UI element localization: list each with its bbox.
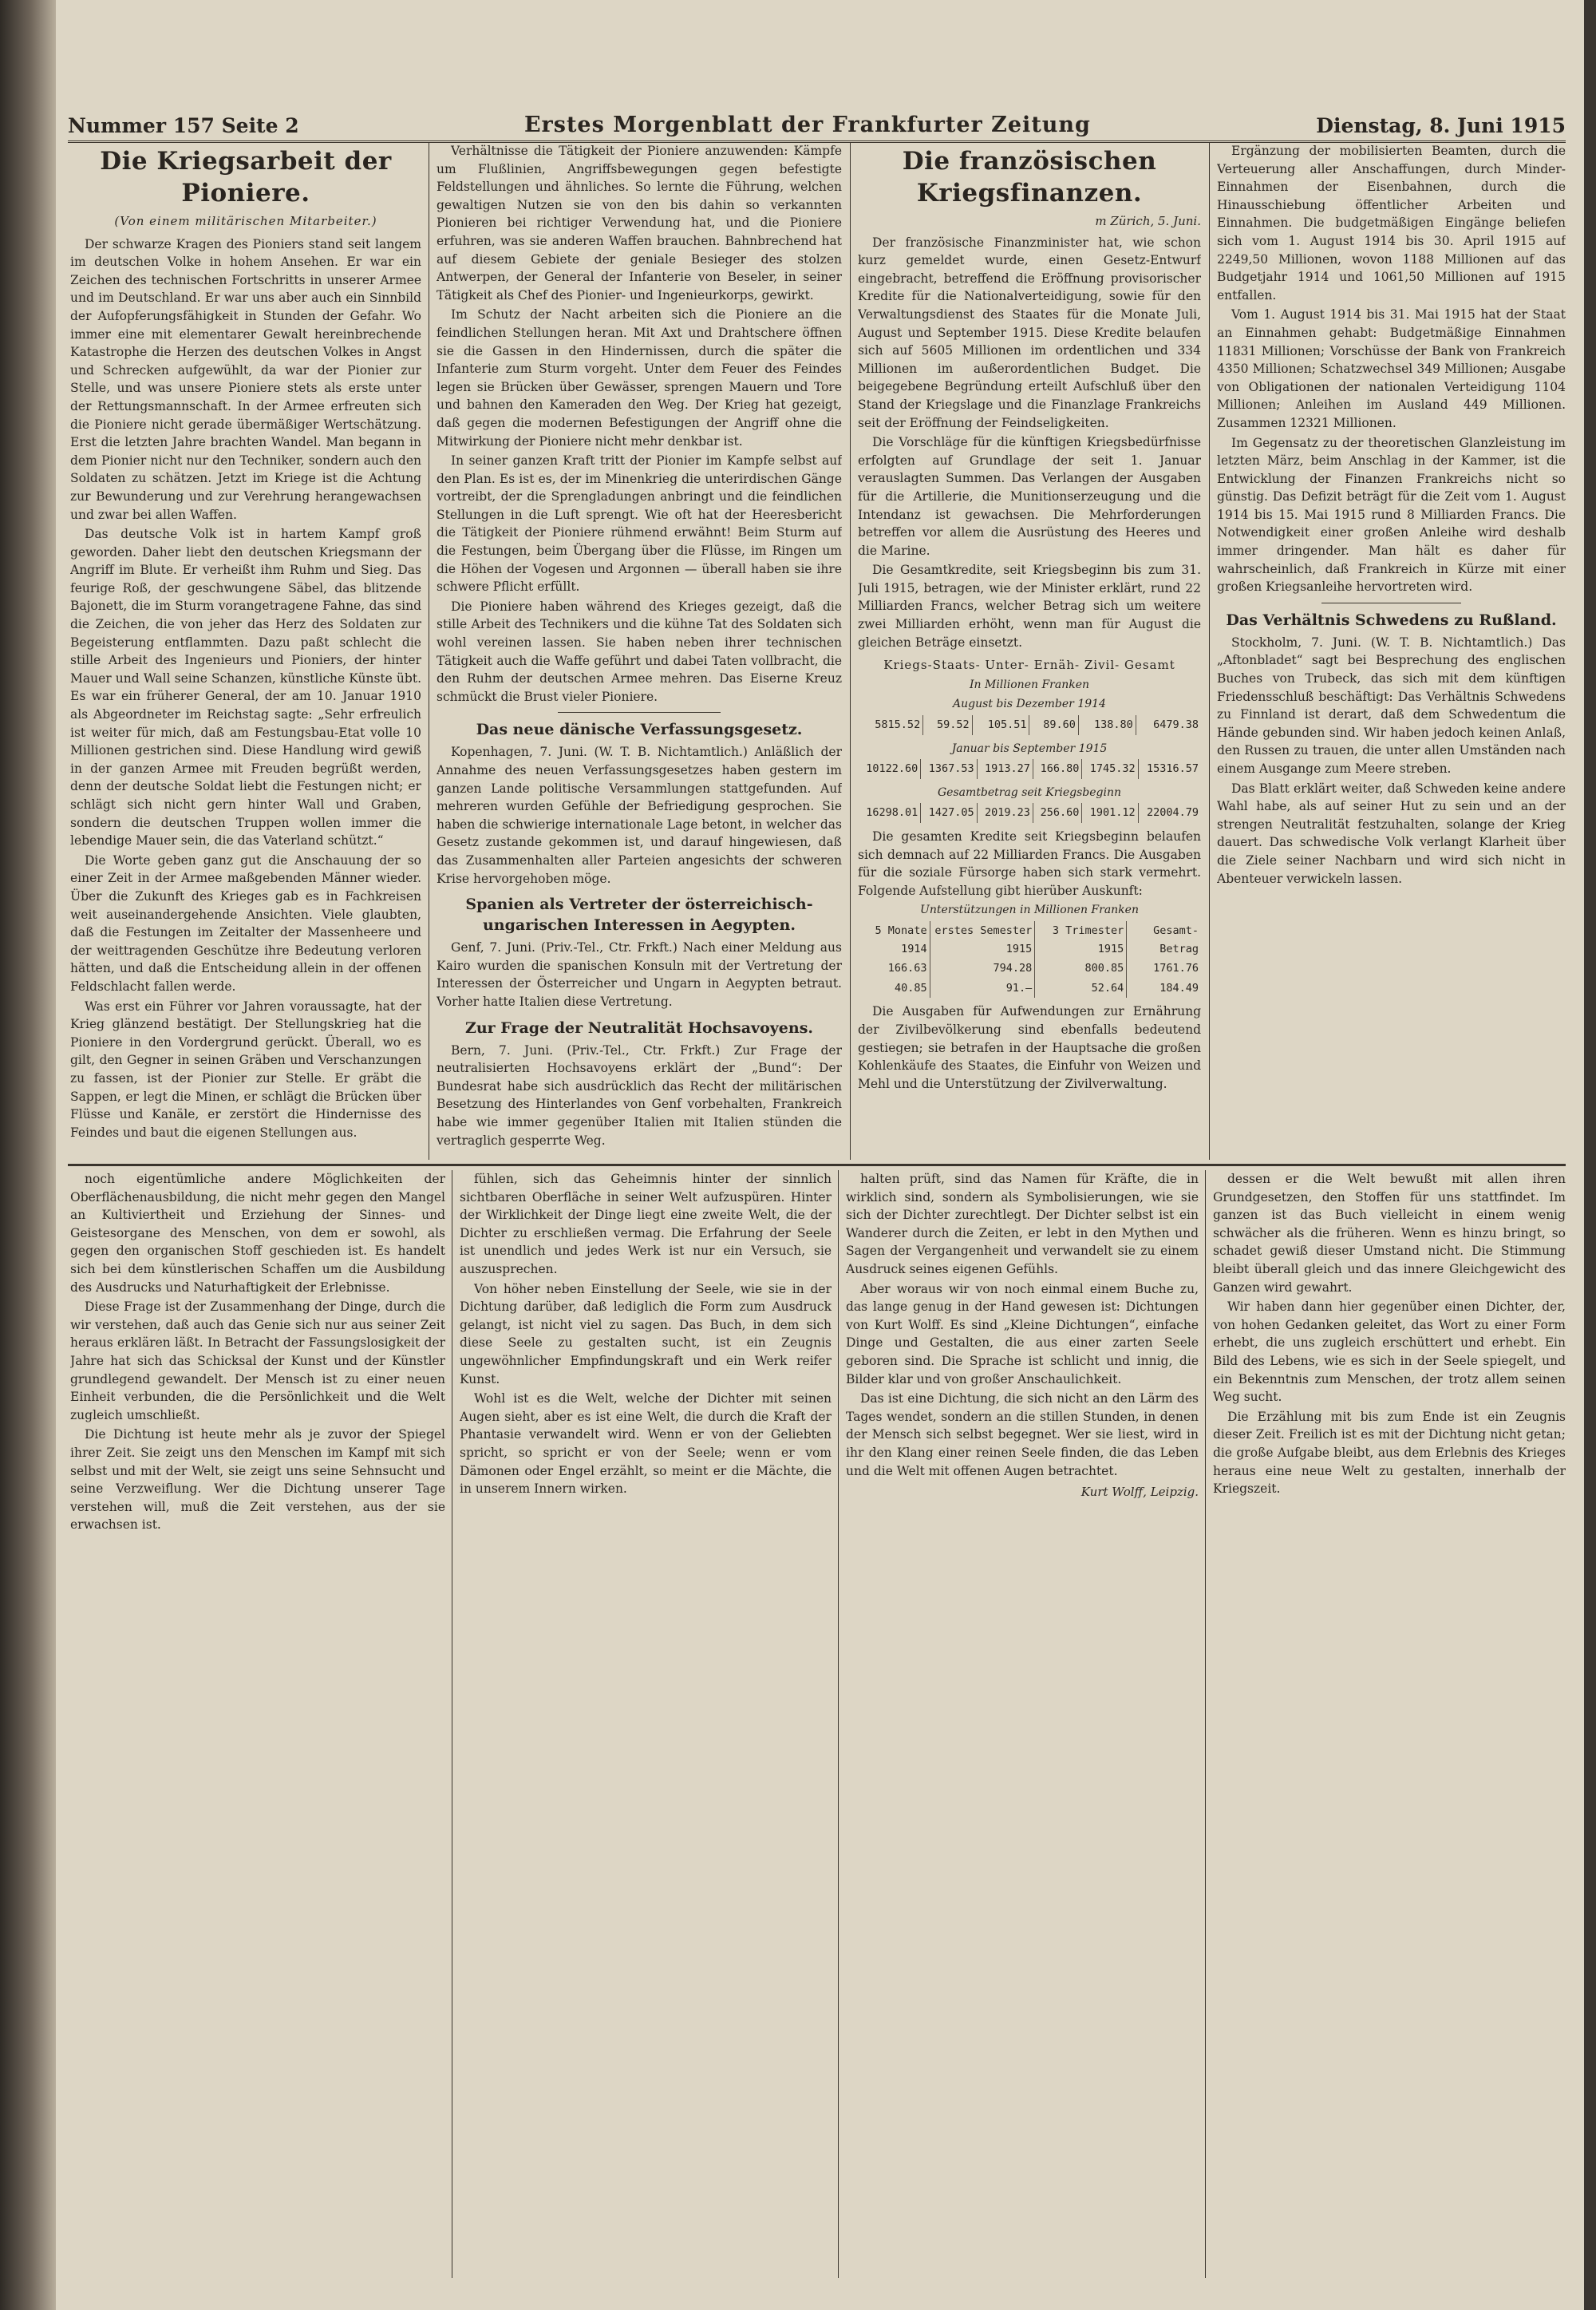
table-cell: 256.60 xyxy=(1033,803,1081,823)
masthead-date: Dienstag, 8. Juni 1915 xyxy=(1316,114,1566,137)
news-heading: Das neue dänische Verfassungsgesetz. xyxy=(476,721,803,739)
table-cell: 89.60 xyxy=(1029,715,1078,735)
table-cell: 5815.52 xyxy=(875,718,921,732)
column-rule xyxy=(1205,1170,1206,2278)
paragraph: Die Worte geben ganz gut die Anschauung der so einer Zeit in der Armee maßgebenden Männer wieder. Über die Zukunft des Krieges gab es in Fachkreisen weit auseinandergehende Ansichten. Viele glaubten, daß die Festungen im Zeitalter der Massenheere und der weittragenden Geschütze ihre Bedeutung verloren hätten, und daß die Entscheidung allein in der offenen Feldschlacht fallen werde. xyxy=(70,852,421,994)
author-signature: Kurt Wolff, Leipzig. xyxy=(1080,1485,1199,1500)
table-cell: 1761.76 xyxy=(1127,959,1201,979)
paragraph: Das deutsche Volk ist in hartem Kampf groß geworden. Daher liebt den deutschen Kriegsmann der Angriff im Blute. Er verheißt ihm Ruhm und Sieg. Das feurige Roß, der geschwungene Säbel, das blitzende Bajonett, die im Sturm vorangetragene Fahne, das sind die Zeichen, die von jeher das Herz des Soldaten zur Begeisterung entflammten. Dazu paßt schlecht die stille Arbeit des Ingenieurs und Pioniers, der hinter Mauer und Wall seine Schanzen, künstliche Künste übt. Es war ein früherer General, der am 10. Januar 1910 als Abgeordneter im Reichstag sagte: „Sehr erfreulich ist weiter für mich, daß am Festungsbau-Etat volle 10 Millionen gestrichen sind. Diese Handlung wird gewiß in der ganzen Armee mit Freuden begrüßt werden, denn der deutsche Soldat liebt die Festungen nicht; er schlägt sich nicht gern hinter Wall und Graben, sondern die deutschen Truppen wollen immer die lebendige Mauer sein, die das Vaterland schützt.“ xyxy=(70,527,421,848)
table-cell: 1427.05 xyxy=(921,803,977,823)
table-header: 5 Monate 1914 xyxy=(875,924,927,955)
paragraph: halten prüft, sind das Namen für Kräfte, die in wirklich sind, sondern als Symbolisierungen, wie sie sich der Dichter zurechtlegt. Der Dichter selbst ist ein Wanderer durch die Zeiten, er lebt in den Mythen und Sagen der Vergangenheit und verwandelt sie zu einem Ausdruck seines eigenen Gefühls. xyxy=(846,1172,1199,1276)
welfare-table xyxy=(858,921,1201,998)
paragraph: Was erst ein Führer vor Jahren voraussagte, hat der Krieg glänzend bestätigt. Der Stellungskrieg hat die Pioniere in den Vordergrund gerückt. Überall, wo es gilt, den Gegner in seinen Gräben und Verschanzungen zu fassen, ist der Pionier zur Stelle. Er gräbt die Sappen, er legt die Minen, er schlägt die Brücken über Flüsse und Kanäle, er zerstört die Hindernisse des Feindes und baut die eigenen Stellungen aus. xyxy=(70,999,421,1140)
credits-table xyxy=(858,803,1201,823)
feuilleton-column xyxy=(846,1170,1199,2278)
article-pioneers-continued xyxy=(437,142,842,1160)
paragraph: Im Schutz der Nacht arbeiten sich die Pioniere an die feindlichen Stellungen heran. Mit Axt und Drahtschere öffnen sie die Gassen in den Hindernissen, durch die später die Infanterie zum Sturm vorgeht. Unter dem Feuer des Feindes legen sie Brücken über Gewässer, sprengen Mauern und Tore und bahnen den Kameraden den Weg. Der Krieg hat gezeigt, daß gegen die modernen Befestigungen der Angriff ohne die Mitwirkung der Pioniere nicht mehr denkbar ist. xyxy=(437,307,842,449)
news-heading: Zur Frage der Neutralität Hochsavoyens. xyxy=(464,1019,814,1037)
paragraph: Aber woraus wir von noch einmal einem Buche zu, das lange genug in der Hand gewesen ist: Dichtungen von Kurt Wolff. Es sind „Kleine Dichtungen“, einfache Dinge und Gestalten, die aus einer zarten Seele geboren sind. Die Sprache ist schlicht und innig, die Bilder klar und von großer Anschaulichkeit. xyxy=(846,1281,1199,1386)
table-cell: 794.28 xyxy=(930,959,1035,979)
table-cell: 1913.27 xyxy=(977,759,1033,779)
article-finances-continued xyxy=(1217,142,1566,1160)
table-subtitle: Januar bis September 1915 xyxy=(951,742,1108,755)
column-rule xyxy=(838,1170,839,2278)
table-row xyxy=(858,759,1201,779)
table-note: Unterstützungen in Millionen Franken xyxy=(920,904,1139,917)
news-text: Kopenhagen, 7. Juni. (W. T. B. Nichtamtlich.) Anläßlich der Annahme des neuen Verfassungsgesetzes haben gestern im ganzen Lande politische Versammlungen stattgefunden. Auf mehreren wurden Gefühle der Befriedigung gesprochen. Sie haben die schwierige internationale Lage betont, in welcher das Gesetz zustande gekommen ist, und darauf hingewiesen, daß das Zusammenhalten aller Parteien angesichts der schweren Krise hervorgehoben möge. xyxy=(437,745,842,886)
article-title: Die Kriegsarbeit der Pioniere. xyxy=(100,147,392,208)
paragraph: dessen er die Welt bewußt mit allen ihren Grundgesetzen, den Stoffen für uns stattfindet. Im ganzen ist das Buch vielleicht in einem wenig schwächer als die früheren. Wenn es hinzu bringt, so schadet gewiß dieser Umstand nicht. Die Stimmung bleibt überall gleich und das innere Gleichgewicht des Ganzen wird gewahrt. xyxy=(1213,1172,1566,1295)
table-header: erstes Semester 1915 xyxy=(930,921,1035,959)
article-byline: (Von einem militärischen Mitarbeiter.) xyxy=(114,214,377,228)
paragraph: Der französische Finanzminister hat, wie schon kurz gemeldet wurde, einen Gesetz-Entwurf eingebracht, betreffend die Eröffnung provisorischer Kredite für die Nationalverteidigung, sowie für den Verwaltungsdienst des Staates für die Monate Juli, August und September 1915. Diese Kredite belaufen sich auf 5605 Millionen im ordentlichen und 334 Millionen im außerordentlichen Budget. Die beigegebene Begründung erteilt Aufschluß über den Stand der Kriegslage und die Finanzlage Frankreichs seit der Eröffnung der Feindseligkeiten. xyxy=(858,235,1201,430)
table-cell: 1901.12 xyxy=(1082,803,1138,823)
article-french-finances xyxy=(858,142,1201,1160)
table-cell: 91.– xyxy=(930,979,1035,999)
feuilleton-column xyxy=(460,1170,832,2278)
separator xyxy=(558,712,720,713)
table-cell: 105.51 xyxy=(972,715,1029,735)
table-cell: 15316.57 xyxy=(1138,759,1201,779)
table-header: 3 Trimester 1915 xyxy=(1035,921,1127,959)
table-title: Kriegs-Staats- Unter- Ernäh- Zivil- Gesamt xyxy=(883,658,1175,673)
table-cell: 800.85 xyxy=(1035,959,1127,979)
table-cell: 166.80 xyxy=(1033,759,1081,779)
paragraph: Im Gegensatz zu der theoretischen Glanzleistung im letzten März, beim Anschlag in der Kammer, ist die Entwicklung der Finanzen Frankreichs nicht so günstig. Das Defizit beträgt für die Zeit vom 1. August 1914 bis 15. Mai 1915 rund 8 Milliarden Francs. Die Notwendigkeit einer großen Anleihe wird deshalb immer dringender. Man hält es daher für wahrscheinlich, daß Frankreich in Kürze mit einer großen Kriegsanleihe hervortreten wird. xyxy=(1217,435,1566,595)
table-header: Gesamt-Betrag xyxy=(1127,921,1201,959)
table-header-row xyxy=(858,921,1201,959)
table-cell: 16298.01 xyxy=(866,806,918,820)
news-text: Bern, 7. Juni. (Priv.-Tel., Ctr. Frkft.) Zur Frage der neutralisierten Hochsavoyens erklärt der „Bund“: Der Bundesrat habe sich ausdrücklich das Recht der militärischen Besetzung des Hinterlandes von Genf vorbehalten, Frankreich habe wie immer gegenüber Italien mit Italien stünden die vertraglich gesperrte Weg. xyxy=(437,1042,842,1148)
credits-table xyxy=(858,759,1201,779)
paragraph: Das ist eine Dichtung, die sich nicht an den Lärm des Tages wendet, sondern an die stillen Stunden, in denen der Mensch sich selbst begegnet. Wer sie liest, wird in ihr den Klang einer reinen Seele finden, die das Leben und die Welt mit offenen Augen betrachtet. xyxy=(846,1391,1199,1478)
table-row xyxy=(858,715,1201,735)
paragraph: Verhältnisse die Tätigkeit der Pioniere anzuwenden: Kämpfe um Flußlinien, Angriffsbewegungen gegen befestigte Feldstellungen und ähnliches. So lernte die Führung, welchen gewaltigen Nutzen sie von den bis dahin so verkannten Pionieren bei richtiger Verwendung hat, und die Pioniere erfuhren, was sie anderen Waffen brauchen. Bahnbrechend hat auf diesem Gebiete der geniale Besieger des stolzen Antwerpen, der General der Infanterie von Beseler, in seiner Tätigkeit als Chef des Pionier- und Ingenieurkorps, gewirkt. xyxy=(437,144,842,303)
book-binding xyxy=(0,0,56,2310)
table-cell: 138.80 xyxy=(1078,715,1136,735)
table-cell: 1745.32 xyxy=(1082,759,1138,779)
table-cell: 184.49 xyxy=(1127,979,1201,999)
paragraph: noch eigentümliche andere Möglichkeiten der Oberflächenausbildung, die nicht mehr gegen den Mangel an Kultiviertheit und Erziehung der Sinnes- und Geistesorgane des Menschen, von dem er sowohl, als gegen den organischen Stoff geschieden ist. Es handelt sich bei dem künstlerischen Schaffen um die Ausbildung des Ausdrucks und Naturhaftigkeit der Erlebnisse. xyxy=(70,1172,445,1295)
table-cell: 2019.23 xyxy=(977,803,1033,823)
table-subtitle: August bis Dezember 1914 xyxy=(953,698,1106,711)
masthead xyxy=(68,105,1566,143)
news-text: Das Blatt erklärt weiter, daß Schweden keine andere Wahl habe, als auf seiner Hut zu sein und an der strengen Neutralität festzuhalten, solange der Krieg dauert. Das schwedische Volk verlangt Klarheit über die Ziele seiner Nachbarn und wird sich nicht in Abenteuer verwickeln lassen. xyxy=(1217,781,1566,886)
table-cell: 166.63 xyxy=(887,962,927,975)
dateline: m Zürich, 5. Juni. xyxy=(1095,214,1201,228)
paragraph: Die Gesamtkredite, seit Kriegsbeginn bis zum 31. Juli 1915, betragen, wie der Minister erklärt, rund 22 Milliarden Francs, welcher Betrag sich um weitere zwei Milliarden erhöht, wenn man für August die gleichen Beträge einsetzt. xyxy=(858,563,1201,650)
paragraph: Wohl ist es die Welt, welche der Dichter mit seinen Augen sieht, aber es ist eine Welt, die durch die Kraft der Phantasie verwandelt wird. Wenn er von der Geliebten spricht, so spricht er von der Seele; wenn er vom Dämonen oder Engel erzählt, so meint er die Mächte, die in unserem Innern wirken. xyxy=(460,1391,832,1497)
table-cell: 10122.60 xyxy=(866,762,918,776)
paragraph: Die gesamten Kredite seit Kriegsbeginn belaufen sich demnach auf 22 Milliarden Francs. Die Ausgaben für die soziale Fürsorge haben sich stark vermehrt. Folgende Aufstellung gibt hierüber Auskunft: xyxy=(858,829,1201,898)
table-subtitle: Gesamtbetrag seit Kriegsbeginn xyxy=(937,785,1122,799)
table-row xyxy=(858,979,1201,999)
paragraph: Die Dichtung ist heute mehr als je zuvor der Spiegel ihrer Zeit. Sie zeigt uns den Menschen im Kampf mit sich selbst und mit der Welt, sie zeigt uns seine Sehnsucht und seine Verzweiflung. Wer die Dichtung unserer Tage verstehen will, muß die Zeit verstehen, aus der sie erwachsen ist. xyxy=(70,1427,445,1533)
masthead-title: Erstes Morgenblatt der Frankfurter Zeitung xyxy=(523,113,1091,137)
table-cell: 22004.79 xyxy=(1138,803,1201,823)
feuilleton-rule xyxy=(68,1164,1566,1166)
table-cell: 59.52 xyxy=(923,715,972,735)
news-heading: Spanien als Vertreter der österreichisch-ungarischen Interessen in Aegypten. xyxy=(465,896,813,935)
article-title: Die französischen Kriegsfinanzen. xyxy=(902,147,1157,208)
news-text: Stockholm, 7. Juni. (W. T. B. Nichtamtlich.) Das „Aftonbladet“ sagt bei Besprechung des englischen Buches von Trubeck, das sich mit dem künftigen Friedensschluß beschäftigt: Das Verhältnis Schwedens zu Finnland ist derart, daß dem Schwedentum die Hände gebunden sind. Wir haben jedoch keinen Anlaß, den Russen zu trauen, die unter allen Umständen nach einem Ausgange zum Meere streben. xyxy=(1217,635,1566,776)
masthead-issue: Nummer 157 Seite 2 xyxy=(68,114,299,137)
column-rule xyxy=(1209,142,1210,1160)
paragraph: Diese Frage ist der Zusammenhang der Dinge, durch die wir verstehen, daß auch das Genie sich nur aus seiner Zeit heraus erklären läßt. In Betracht der Fassungslosigkeit der Jahre hat sich das Schicksal der Kunst und der Künstler grundlegend gewandelt. Der Mensch ist zu einer neuen Einheit verbunden, die die Persönlichkeit und die Welt zugleich umschließt. xyxy=(70,1299,445,1422)
paragraph: Vom 1. August 1914 bis 31. Mai 1915 hat der Staat an Einnahmen gehabt: Budgetmäßige Einnahmen 11831 Millionen; Vorschüsse der Bank von Frankreich 4350 Millionen; Schatzwechsel 349 Millionen; Ausgabe von Obligationen der nationalen Verteidigung 1104 Millionen; Anleihen im Ausland 449 Millionen. Zusammen 12321 Millionen. xyxy=(1217,307,1566,430)
paragraph: Die Erzählung mit bis zum Ende ist ein Zeugnis dieser Zeit. Freilich ist es mit der Dichtung nicht getan; die große Aufgabe bleibt, aus dem Erlebnis des Krieges heraus eine neue Welt zu gestalten, innerhalb der Kriegszeit. xyxy=(1213,1409,1566,1497)
table-row xyxy=(858,959,1201,979)
news-text: Genf, 7. Juni. (Priv.-Tel., Ctr. Frkft.) Nach einer Meldung aus Kairo wurden die spanischen Konsuln mit der Vertretung der Interessen der Österreicher und Ungarn in Aegypten betraut. Vorher hatte Italien diese Vertretung. xyxy=(437,940,842,1009)
paragraph: Die Vorschläge für die künftigen Kriegsbedürfnisse erfolgten auf Grundlage der seit 1. Januar verauslagten Summen. Das Verlangen der Ausgaben für die Artillerie, die Munitionserzeugung und die Intendanz ist gewachsen. Die Mehrforderungen betreffen vor allem die Ausrüstung des Heeres und die Marine. xyxy=(858,435,1201,558)
paragraph: fühlen, sich das Geheimnis hinter der sinnlich sichtbaren Oberfläche in seiner Welt aufzuspüren. Hinter der Wirklichkeit der Dinge liegt eine zweite Welt, die der Dichter zu erschließen vermag. Die Erfahrung der Seele ist unendlich und jedes Werk ist nur ein Versuch, sie auszusprechen. xyxy=(460,1172,832,1276)
table-row xyxy=(858,803,1201,823)
paragraph: Die Ausgaben für Aufwendungen zur Ernährung der Zivilbevölkerung sind ebenfalls bedeutend gestiegen; sie betrafen in der Hauptsache die großen Kohlenkäufe des Staates, die Einfuhr von Weizen und Mehl und die Unterstützung der Zivilverwaltung. xyxy=(858,1004,1201,1091)
paragraph: Die Pioniere haben während des Krieges gezeigt, daß die stille Arbeit des Technikers und die kühne Tat des Soldaten sich wohl vereinen lassen. Sie haben neben ihrer technischen Tätigkeit auch die Waffe geführt und dabei Taten vollbracht, die den Ruhm der deutschen Armee mehren. Das Eiserne Kreuz schmückt die Brust vieler Pioniere. xyxy=(437,599,842,704)
table-cell: 40.85 xyxy=(894,981,927,995)
credits-table xyxy=(858,715,1201,735)
paragraph: In seiner ganzen Kraft tritt der Pionier im Kampfe selbst auf den Plan. Es ist es, der im Minenkrieg die unterirdischen Gänge vortreibt, der die Sprengladungen anbringt und die feindlichen Stellungen in die Luft sprengt. Wie oft hat der Heeresbericht die Tätigkeit der Pioniere rühmend erwähnt! Beim Sturm auf die Festungen, beim Übergang über die Flüsse, im Ringen um die Höhen der Vogesen und Argonnen — überall haben sie ihre schwere Pflicht erfüllt. xyxy=(437,453,842,595)
article-pioneers xyxy=(70,142,421,1160)
news-heading: Das Verhältnis Schwedens zu Rußland. xyxy=(1226,611,1557,629)
paragraph: Ergänzung der mobilisierten Beamten, durch die Verteuerung aller Anschaffungen, durch Minder-Einnahmen der Eisenbahnen, durch die Hinausschiebung öffentlicher Arbeiten und Einnahmen. Die budgetmäßigen Eingänge beliefen sich vom 1. August 1914 bis 30. April 1915 auf 2249,50 Millionen, wovon 1188 Millionen auf das Budgetjahr 1914 und 1061,50 Millionen auf 1915 entfallen. xyxy=(1217,144,1566,303)
paragraph: Von höher neben Einstellung der Seele, wie sie in der Dichtung darüber, daß lediglich die Form zum Ausdruck gelangt, ist nicht viel zu sagen. Das Buch, in dem sich diese Seele zu gestalten sucht, ist ein Zeugnis ungewöhnlicher Empfindungskraft und ein Werk reifer Kunst. xyxy=(460,1281,832,1386)
table-cell: 1367.53 xyxy=(921,759,977,779)
table-cell: 6479.38 xyxy=(1136,715,1201,735)
table-cell: 52.64 xyxy=(1035,979,1127,999)
feuilleton-column xyxy=(70,1170,445,2278)
table-note: In Millionen Franken xyxy=(970,678,1089,691)
paragraph: Wir haben dann hier gegenüber einen Dichter, der, von hohen Gedanken geleitet, das Wort zu einer Form erhebt, die uns zugleich erschüttert und erhebt. Ein Bild des Lebens, wie es sich in der Seele spiegelt, und ein Bekenntnis zum Menschen, der trotz allem seinen Weg sucht. xyxy=(1213,1299,1566,1405)
column-rule xyxy=(850,142,851,1160)
feuilleton-column xyxy=(1213,1170,1566,2278)
paragraph: Der schwarze Kragen des Pioniers stand seit langem im deutschen Volke in hohem Ansehen. Er war ein Zeichen des technischen Fortschritts in unserer Armee und im Deutschland. Er war uns aber auch ein Sinnbild der Aufopferungsfähigkeit in Stunden der Gefahr. Wo immer eine mit elementarer Gewalt hereinbrechende Katastrophe die Herzen des deutschen Volkes in Angst und Schrecken aufgewühlt, da war der Pionier zur Stelle, und was unsere Pioniere stets als erste unter der Rettungsmannschaft. In der Armee erfreuten sich die Pioniere nicht gerade übermäßiger Wertschätzung. Erst die letzten Jahre brachten Wandel. Man begann in dem Pionier nicht nur den Techniker, sondern auch den Soldaten zu schätzen. Jetzt im Kriege ist die Achtung zur Bewunderung und zur Verehrung herangewachsen und zwar bei allen Waffen. xyxy=(70,236,421,522)
